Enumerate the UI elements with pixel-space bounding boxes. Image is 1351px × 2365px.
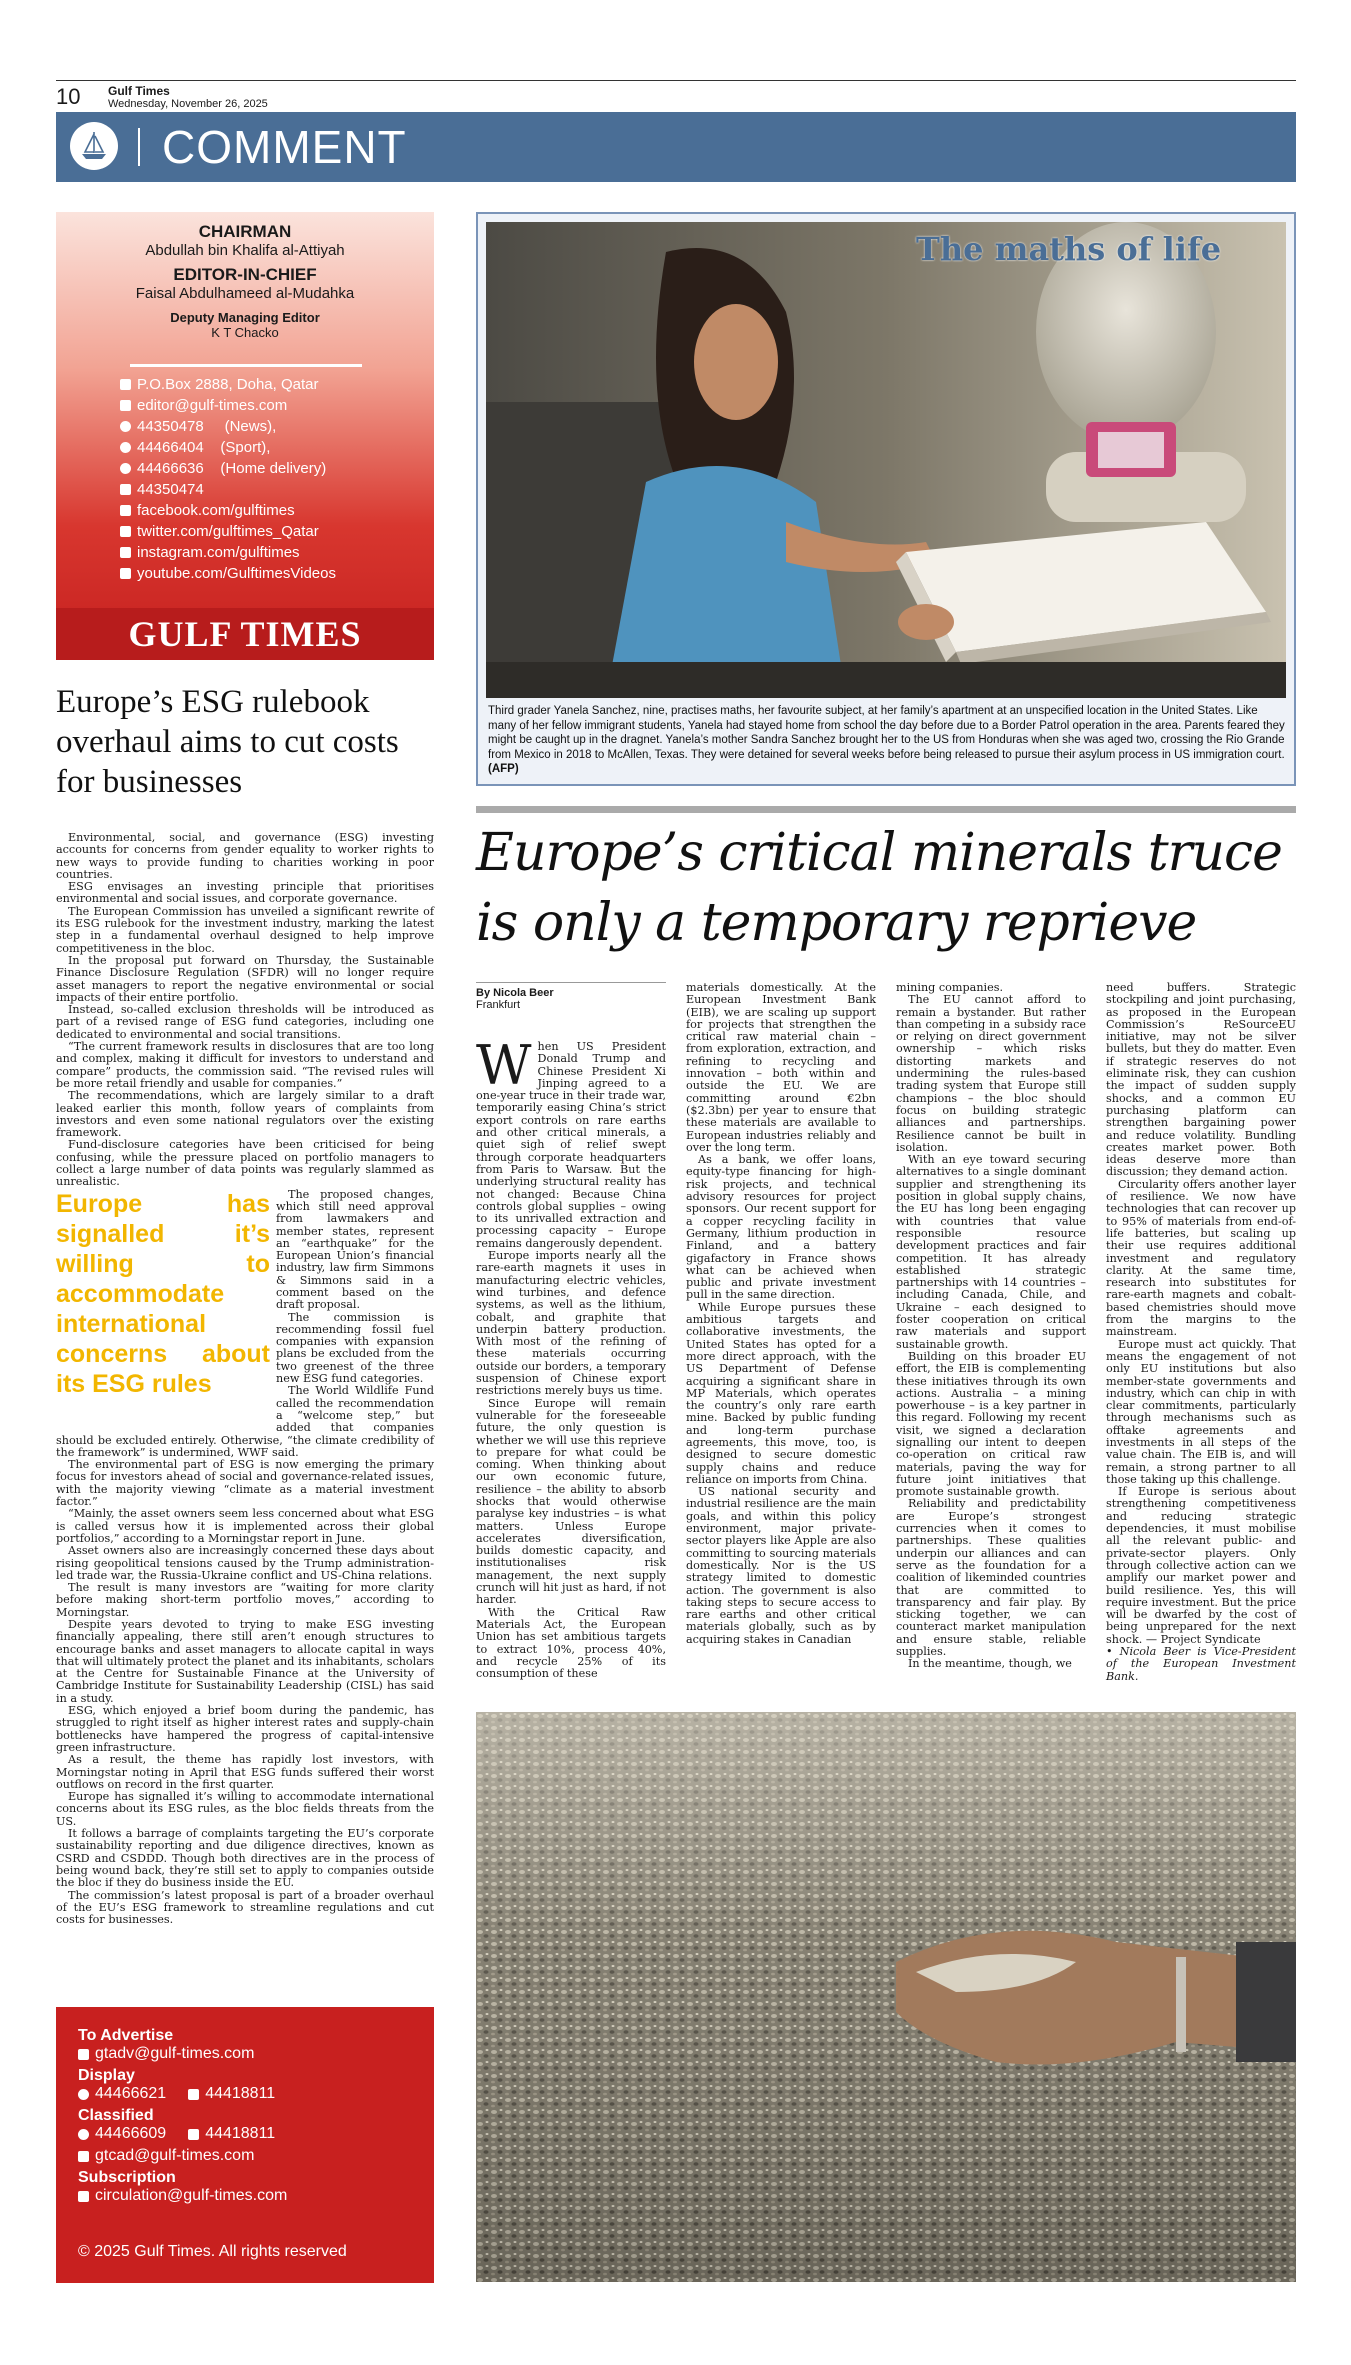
article-column-1: By Nicola Beer Frankfurt When US President Donald Trump and Chinese President Xi Jinping agreed to a one-year truce in their trade war, temporarily easing China’s strict export controls on rare earths and other critical minerals, a quiet sigh of relief swept through corporate headquarters from Paris to Warsaw. But the underlying structural reality has not changed: Because China controls global supplies – owing to its unrivalled extraction and processing capacity – Europe remains dangerously dependent. Europe imports nearly all the rare-earth magnets it uses in manufacturing electric vehicles, wind turbines, and defence systems, as well as the lithium, cobalt, and graphite that underpin battery production. With most of the refining of these materials occurring outside our borders, a temporary suspension of Chinese export restrictions merely buys us time. Since Europe will remain vulnerable for the foreseeable future, the only question is whether we will use this reprieve to prepare for what could be coming. When thinking about our own economic future, resilience – the ability to absorb shocks that would otherwise paralyse key industries – is what matters. Unless Europe accelerates diversification, builds domestic capacity, and institutionalises risk management, the next supply crunch will hit just as hard, if not harder. With the Critical Raw Materials Act, the European Union has set ambitious targets to extract 10%, process 40%, and recycle 25% of its consumption of these <box>476 982 666 1680</box>
email-icon <box>120 400 131 411</box>
article-column-4: need buffers. Strategic stockpiling and joint purchasing, as proposed in the European Commission’s ReSourceEU initiative, may not be silver bullets, but they do matter. Even if strategic reserves do not eliminate risk, they can cushion the impact of sudden supply shocks, and a common EU purchasing platform can strengthen bargaining power and reduce volatility. Bundling creates market power. Both ideas deserve more than discussion; they demand action. Circularity offers another layer of resilience. We now have technologies that can recover up to 95% of materials from end-of-life batteries, but scaling up their use requires additional investment and regulatory clarity. At the same time, research into substitutes for rare-earth magnets and cobalt-based chemistries should move from the margins to the mainstream. Europe must act quickly. That means the engagement of not only EU institutions but also member-state governments and industry, which can chip in with clear commitments, particularly through mechanisms such as offtake agreements and investments in all steps of the value chain. The EIB is, and will remain, a strong partner to all those taking up this challenge. If Europe is serious about strengthening competitiveness and reducing strategic dependencies, it must mobilise all the relevant public- and private-sector players. Only through collective action can we amplify our market power and build resilience. Yes, this will require investment. But the price will be dwarfed by the cost of being unprepared for the next shock. — Project Syndicate • Nicola Beer is Vice-President of the European Investment Bank. <box>1106 981 1296 1683</box>
email-icon <box>78 2191 89 2202</box>
advertise-label: To Advertise <box>78 2027 174 2044</box>
byline: By Nicola Beer <box>476 987 554 999</box>
classified-email[interactable]: gtcad@gulf-times.com <box>78 2147 434 2165</box>
deputy-label: Deputy Managing Editor <box>170 310 320 325</box>
email-icon <box>78 2151 89 2162</box>
contact-list <box>120 374 336 584</box>
article-column-3: mining companies. The EU cannot afford to remain a bystander. But rather than competing in a subsidy race or relying on direct government ownership – which risks distorting markets and undermining the rules-based trading system that Europe still champions – the bloc should focus on building strategic alliances and partnerships. Resilience cannot be built in isolation. With an eye toward securing alternatives to a single dominant supplier and strengthening its position in global supply chains, the EU has long been engaging with countries that value responsible resource development practices and fair competition. It has already established strategic partnerships with 14 countries – including Canada, Chile, and Ukraine – each designed to foster cooperation on critical raw materials and support sustainable growth. Building on this broader EU effort, the EIB is complementing these initiatives through its own actions. Australia – a mining powerhouse – is a key partner in this regard. Following my recent visit, we signed a declaration signalling our intent to deepen co-operation on critical raw materials, paving the way for future joint initiatives that promote sustainable growth. Reliability and predictability are Europe’s strongest currencies when it comes to partnerships. These qualities underpin our alliances and can serve as the foundation for a coalition of likeminded countries that are committed to transparency and fair play. By sticking together, we can counteract market manipulation and ensure stable, reliable supplies. In the meantime, though, we <box>896 981 1086 1671</box>
phone-icon <box>78 2089 89 2100</box>
phone-icon <box>120 442 131 453</box>
feature-photo-frame <box>476 212 1296 786</box>
mailbox-icon <box>120 379 131 390</box>
dateline: Frankfurt <box>476 999 521 1011</box>
display-contacts[interactable]: 44466621 44418811 <box>78 2085 434 2103</box>
email-icon <box>78 2049 89 2060</box>
contact-fax: 44350474 <box>120 479 336 500</box>
advertising-box <box>56 2007 434 2283</box>
subscription-label: Subscription <box>78 2169 176 2186</box>
contact-phone-sport[interactable]: 44466404 (Sport), <box>120 437 336 458</box>
pull-quote-box <box>56 1189 270 1421</box>
contact-facebook[interactable]: facebook.com/gulftimes <box>120 500 336 521</box>
header-rule <box>56 80 1296 81</box>
x-icon <box>120 526 131 537</box>
editor-name: Faisal Abdulhameed al-Mudahka <box>135 285 355 302</box>
photo-caption: Third grader Yanela Sanchez, nine, practises maths, her favourite subject, at her family’s apartment at an unspecified location in the United States. Like many of her fellow immigrant students, Yanela had stayed home from school the day before due to a Border Patrol operation in the area. Parents feared they might be caught up in the dragnet. Yanela’s mother Sandra Sanchez brought her to the US from Honduras when she was aged two, crossing the Rio Grande from Mexico in 2018 to McAllen, Texas. They were detained for several weeks before being released to pursue their asylum process in US immigration court. (AFP) <box>488 705 1285 775</box>
display-label: Display <box>78 2067 135 2084</box>
byline-rule <box>476 982 666 983</box>
esg-headline: Europe’s ESG rulebook overhaul aims to cut costs for businesses <box>56 684 399 800</box>
article-rule <box>476 806 1296 813</box>
staff-box <box>56 212 434 660</box>
pull-quote: Europe has signalled it’s willing to accommodate international concerns about its ESG rules <box>56 1189 270 1398</box>
deputy-name: K T Chacko <box>211 325 279 340</box>
masthead-name: Gulf Times <box>108 84 170 98</box>
author-bio: • Nicola Beer is Vice-President of the European Investment Bank. <box>1106 1645 1296 1683</box>
minerals-photo <box>476 1712 1296 2282</box>
photo-credit: (AFP) <box>488 763 519 775</box>
fax-icon <box>120 484 131 495</box>
subscription-email[interactable]: circulation@gulf-times.com <box>78 2187 434 2205</box>
advertise-email[interactable]: gtadv@gulf-times.com <box>78 2045 434 2063</box>
section-title: COMMENT <box>162 121 407 173</box>
gulf-times-logo: GULF TIMES <box>56 608 434 660</box>
issue-date: Wednesday, November 26, 2025 <box>108 98 268 110</box>
article-column-2: materials domestically. At the European Investment Bank (EIB), we are scaling up support for projects that strengthen the critical raw material chain – from exploration, extraction, and refining to recycling and innovation – both within and outside the EU. We are committing around €2bn ($2.3bn) per year to ensure that these materials are available to European industries reliably and over the long term. As a bank, we offer loans, equity-type financing for high-risk projects, and technical advisory resources for project sponsors. Our recent support for a copper recycling facility in Germany, lithium production in Finland, and a battery gigafactory in France shows what can be achieved when public and private investment pull in the same direction. While Europe pursues these ambitious targets and collaborative investments, the United States has opted for a more direct approach, with the US Department of Defense acquiring a significant share in MP Materials, which operates the country’s only rare earth mine. Backed by public funding and long-term purchase agreements, this move, too, is designed to secure domestic supply chains and reduce reliance on imports from China. US national security and industrial resilience are the main goals, and within this policy environment, major private-sector players like Apple are also committing to sourcing materials domestically. Nor is the US strategy limited to domestic action. The government is also taking steps to secure access to rare earths and other critical materials globally, such as by acquiring stakes in Canadian <box>686 981 876 1646</box>
contact-instagram[interactable]: instagram.com/gulftimes <box>120 542 336 563</box>
classified-label: Classified <box>78 2107 154 2124</box>
copyright: © 2025 Gulf Times. All rights reserved <box>78 2243 347 2260</box>
fax-icon <box>188 2089 199 2100</box>
photo-title: The maths of life <box>916 230 1222 268</box>
contact-email[interactable]: editor@gulf-times.com <box>120 395 336 416</box>
contact-youtube[interactable]: youtube.com/GulftimesVideos <box>120 563 336 584</box>
banner-divider <box>138 128 140 166</box>
contact-address: P.O.Box 2888, Doha, Qatar <box>120 374 336 395</box>
instagram-icon <box>120 547 131 558</box>
contact-phone-news[interactable]: 44350478 (News), <box>120 416 336 437</box>
editor-label: EDITOR-IN-CHIEF <box>173 265 317 284</box>
phone-icon <box>120 421 131 432</box>
staff-divider <box>130 364 362 367</box>
page-number: 10 <box>56 84 81 109</box>
esg-article-body: Environmental, social, and governance (ESG) investing accounts for concerns from gender equality to worker rights to new ways to provide funding to charities working in poor countries. ESG envisages an investing principle that prioritises environmental and social issues, and corporate governance. The European Commission has unveiled a significant rewrite of its ESG rulebook for the investment industry, marking the latest step in a fundamental overhaul designed to help improve competitiveness in the bloc. In the proposal put forward on Thursday, the Sustainable Finance Disclosure Regulation (SFDR) will no longer require asset managers to report the negative environmental or social impacts of their entire portfolio. Instead, so-called exclusion thresholds will be introduced as part of a revised range of ESG fund categories, including one dedicated to environmental and social transitions. “The current framework results in disclosures that are too long and complex, making it difficult for investors to understand and compare” products, the commission said. “The revised rules will be more retail friendly and usable for companies.” The recommendations, which are largely similar to a draft leaked earlier this month, follow years of complaints from investors and even some national regulators over the existing framework. Fund-disclosure categories have been criticised for being confusing, while the pressure placed on portfolio managers to collect a large number of data points was regularly slammed as unrealistic. Europe has signalled it’s willing to accommodate international concerns about its ESG rules The proposed changes, which still need approval from lawmakers and member states, represent an “earthquake” for the European Union’s financial industry, law firm Simmons & Simmons said in a comment based on the draft proposal. The commission is recommending fossil fuel companies with expansion plans be excluded from the two greenest of the three new ESG fund categories. The World Wildlife Fund called the recommendation a “welcome step,” but added that companies should be excluded entirely. Otherwise, “the climate credibility of the framework” is undermined, WWF said. The environmental part of ESG is now emerging the primary focus for investors ahead of social and governance-related issues, with the majority viewing “climate as a material investment factor.” “Mainly, the asset owners seem less concerned about what ESG is called versus how it is implemented across their global portfolios,” according to a Morningstar report in June. Asset owners also are increasingly concerned these days about rising geopolitical tensions caused by the Trump administration-led trade war, the Russia-Ukraine conflict and US-China relations. The result is many investors are “waiting for more clarity before making short-term portfolio moves,” according to Morningstar. Despite years devoted to trying to make ESG investing financially appealing, there still aren’t enough structures to encourage banks and asset managers to allocate capital in ways that will ultimately protect the planet and its inhabitants, scholars at the Centre for Sustainable Finance at the University of Cambridge Institute for Sustainability Leadership (CISL) has said in a study. ESG, which enjoyed a brief boom during the pandemic, has struggled to right itself as higher interest rates and supply-chain bottlenecks have hampered the progress of capital-intensive green infrastructure. As a result, the theme has rapidly lost investors, with Morningstar noting in April that ESG funds suffered their worst outflows on record in the first quarter. Europe has signalled it’s willing to accommodate international concerns about its ESG rules, as the bloc fields threats from the US. It follows a barrage of complaints targeting the EU’s corporate sustainability reporting and due diligence directives, known as CSRD and CSDDD. Though both directives are in the process of being wound back, they’re still set to apply to companies outside the bloc if they do business inside the EU. The commission’s latest proposal is part of a broader overhaul of the EU’s ESG framework to streamline regulations and cut costs for businesses. <box>56 831 434 1927</box>
classified-contacts[interactable]: 44466609 44418811 <box>78 2125 434 2143</box>
contact-phone-delivery[interactable]: 44466636 (Home delivery) <box>120 458 336 479</box>
drop-cap: W <box>476 1034 532 1097</box>
facebook-icon <box>120 505 131 516</box>
fax-icon <box>188 2129 199 2140</box>
chairman-name: Abdullah bin Khalifa al-Attiyah <box>145 242 345 259</box>
phone-icon <box>78 2129 89 2140</box>
chairman-label: CHAIRMAN <box>198 222 292 241</box>
phone-icon <box>120 463 131 474</box>
feature-photo <box>486 222 1286 698</box>
section-banner <box>56 112 1296 182</box>
ship-logo-icon <box>70 122 118 170</box>
youtube-icon <box>120 568 131 579</box>
article-headline: Europe’s critical minerals truce is only a temporary reprieve <box>476 823 1282 953</box>
contact-twitter[interactable]: twitter.com/gulftimes_Qatar <box>120 521 336 542</box>
